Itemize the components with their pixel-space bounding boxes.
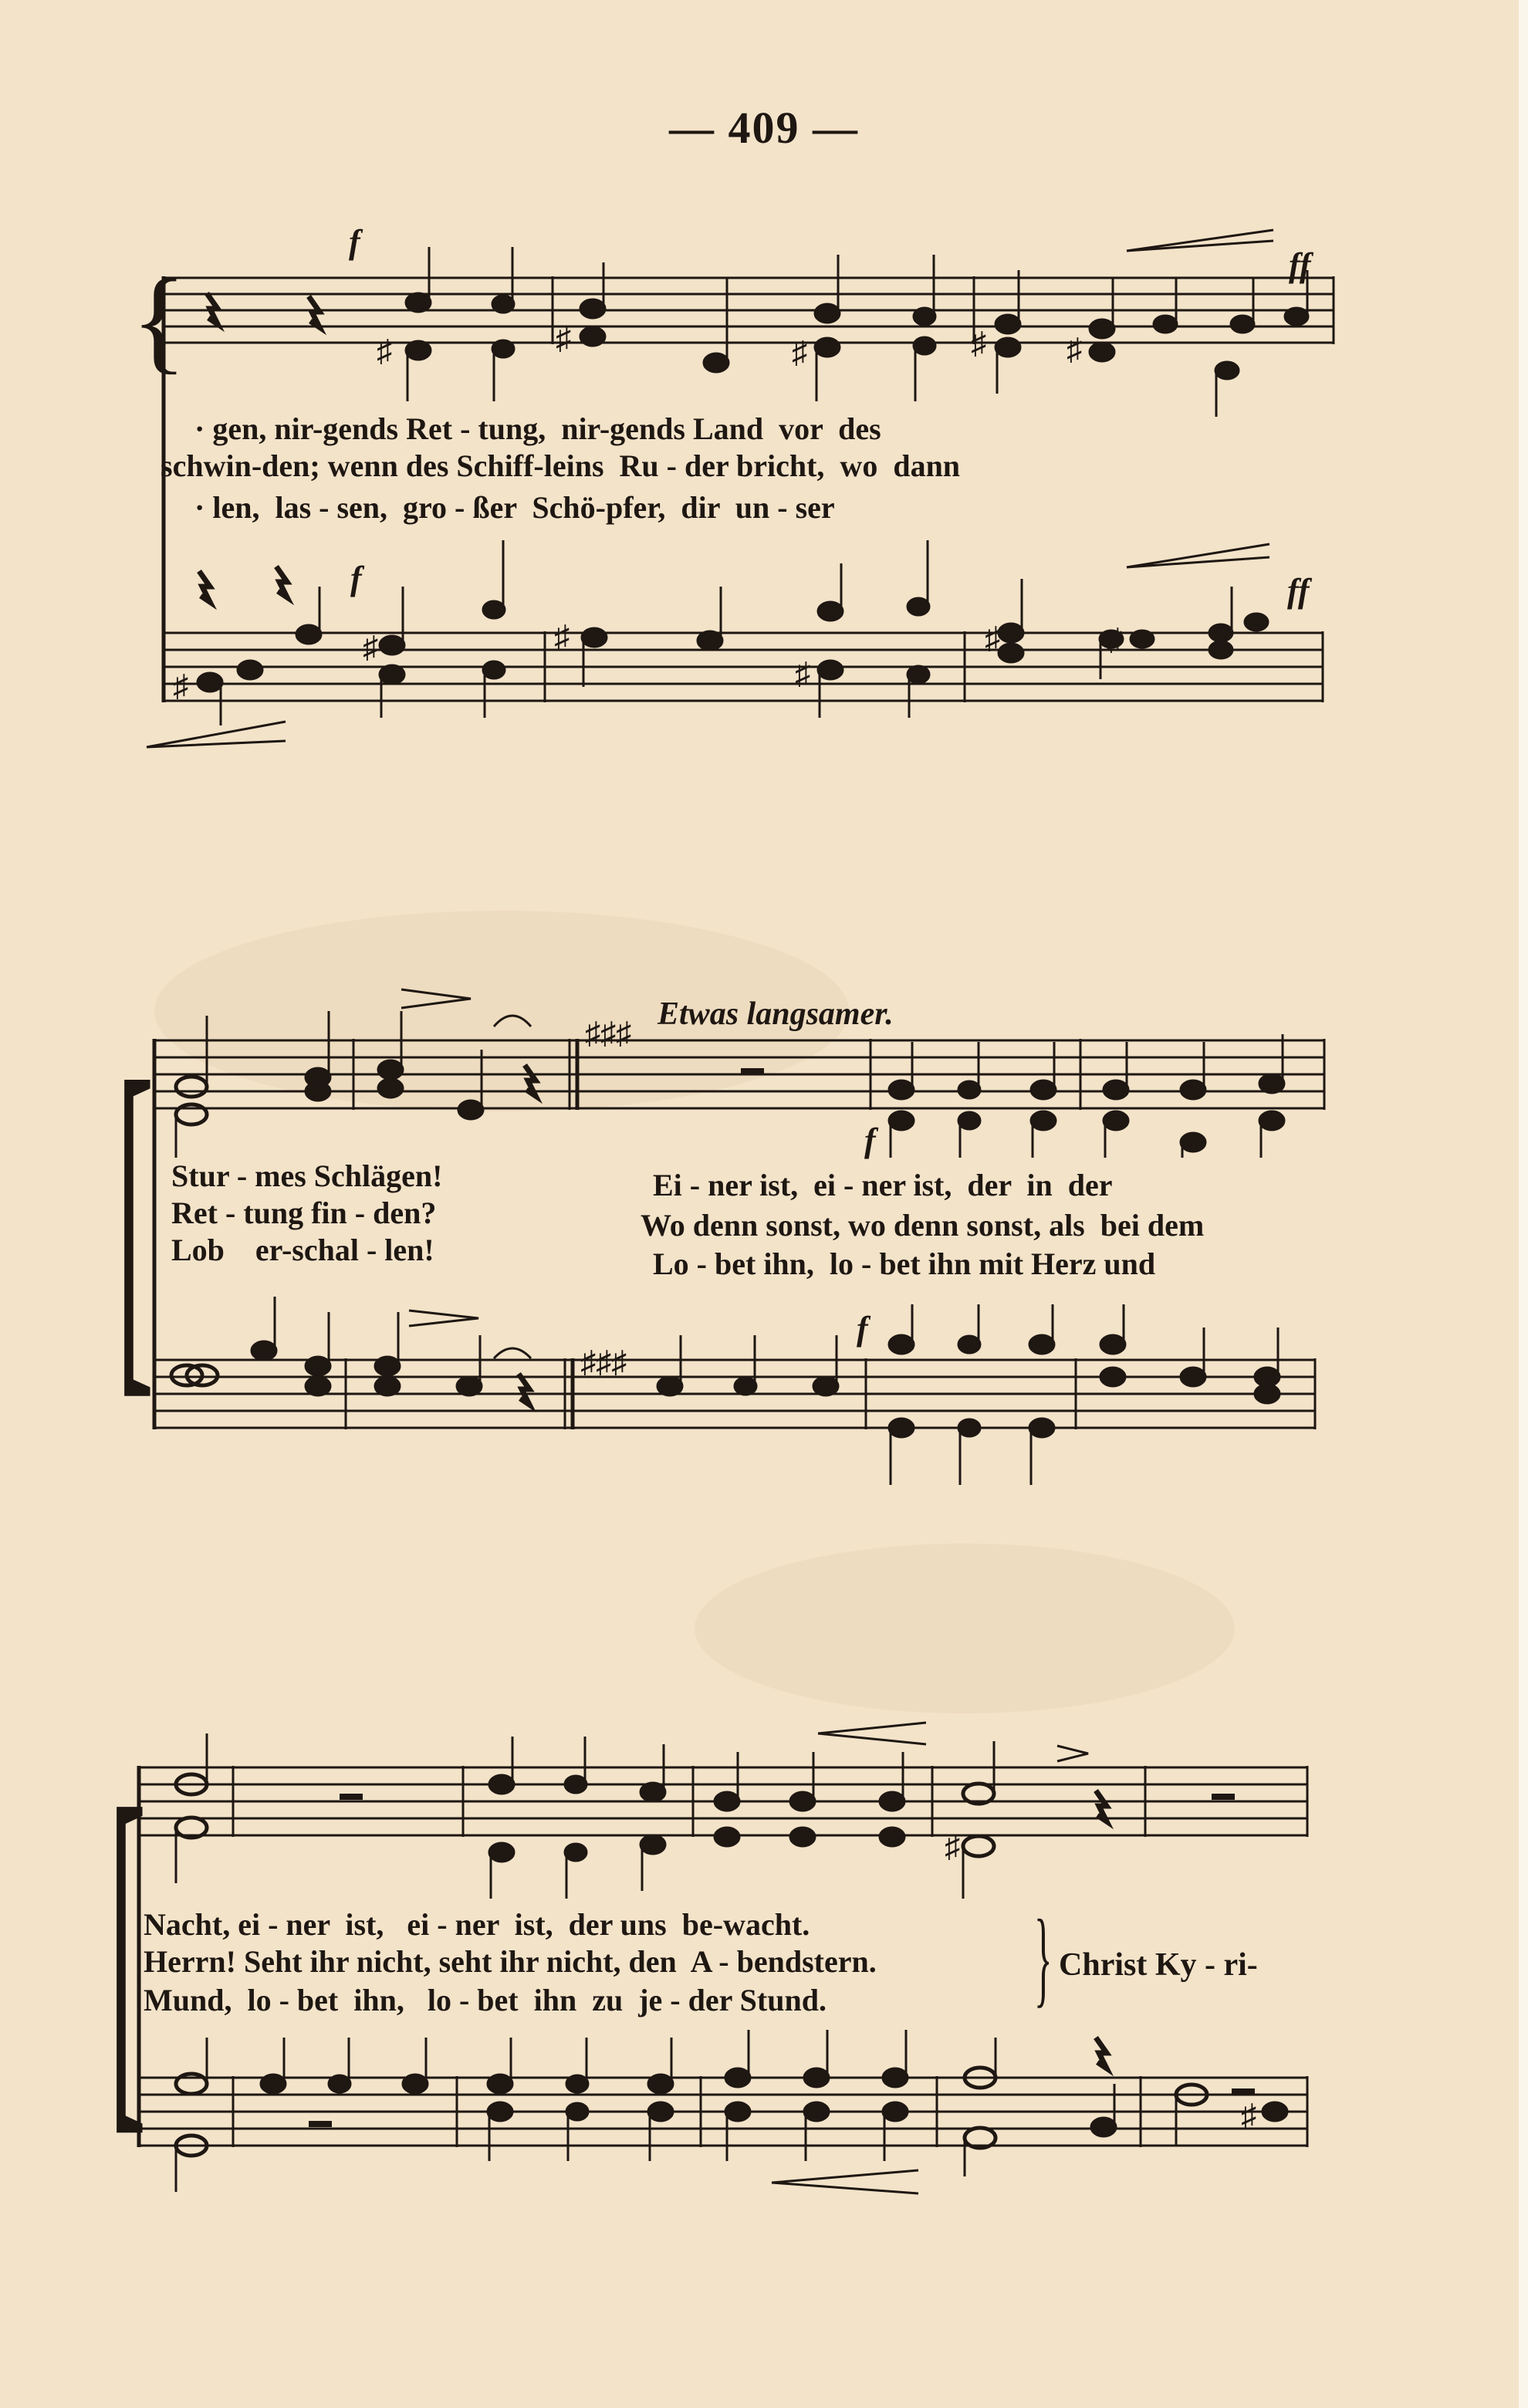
svg-text:♯: ♯ bbox=[556, 321, 571, 356]
lyric-line-2: schwin-den; wenn des Schiff-leins Ru - der bricht, wo dann bbox=[161, 448, 961, 483]
lyric-line-left-1: Stur - mes Schlägen! bbox=[171, 1158, 443, 1193]
lyric-line-right-2: Wo denn sonst, wo denn sonst, als bei dem bbox=[641, 1208, 1205, 1243]
lyric-line-1: Nacht, ei - ner ist, ei - ner ist, der uns be-wacht. bbox=[144, 1907, 810, 1942]
dynamic-marking: ff bbox=[1289, 246, 1311, 284]
svg-text:♯: ♯ bbox=[985, 621, 1000, 655]
closing-lyric: Christ Ky - ri- bbox=[1059, 1947, 1258, 1983]
lyric-line-left-3: Lob er-schal - len! bbox=[171, 1233, 434, 1267]
svg-text:♯♯♯: ♯♯♯ bbox=[580, 1344, 627, 1379]
system-bracket: [ bbox=[108, 1730, 147, 2167]
svg-text:♯♯♯: ♯♯♯ bbox=[585, 1016, 631, 1050]
svg-text:♯: ♯ bbox=[1107, 622, 1122, 657]
dynamic-marking: f bbox=[864, 1121, 876, 1159]
lyric-line-left-2: Ret - tung fin - den? bbox=[171, 1196, 437, 1230]
dynamic-marking: f bbox=[350, 560, 362, 597]
system-bracket: [ bbox=[116, 1006, 154, 1429]
dynamic-marking: f bbox=[349, 223, 360, 261]
dynamic-marking: f bbox=[857, 1310, 868, 1348]
svg-text:♯: ♯ bbox=[792, 335, 807, 370]
lyric-line-1: · gen, nir-gends Ret - tung, nir-gends Land vor des bbox=[194, 411, 881, 446]
svg-text:♯: ♯ bbox=[363, 630, 378, 665]
svg-text:♯: ♯ bbox=[1241, 2098, 1256, 2132]
svg-text:♯: ♯ bbox=[1067, 332, 1082, 367]
lyric-line-right-1: Ei - ner ist, ei - ner ist, der in der bbox=[653, 1168, 1113, 1202]
svg-text:♯: ♯ bbox=[971, 326, 986, 360]
lyric-line-3: Mund, lo - bet ihn, lo - bet ihn zu je - der Stund. bbox=[144, 1983, 827, 2017]
svg-text:♯: ♯ bbox=[173, 668, 188, 703]
page-number: — 409 — bbox=[669, 103, 859, 153]
dynamic-marking: ff bbox=[1287, 572, 1310, 610]
lyric-line-right-3: Lo - bet ihn, lo - bet ihn mit Herz und bbox=[653, 1246, 1156, 1281]
system-brace: { bbox=[131, 256, 187, 384]
tempo-marking: Etwas langsamer. bbox=[658, 996, 894, 1032]
svg-text:♯: ♯ bbox=[554, 619, 570, 654]
lyric-line-3: · len, las - sen, gro - ßer Schö-pfer, dir un - ser bbox=[194, 490, 835, 525]
lyric-brace: } bbox=[1034, 1898, 1053, 2017]
svg-text:♯: ♯ bbox=[945, 1829, 960, 1864]
svg-text:♯: ♯ bbox=[377, 333, 392, 368]
lyric-line-2: Herrn! Seht ihr nicht, seht ihr nicht, den A - bendstern. bbox=[144, 1944, 877, 1979]
svg-text:♯: ♯ bbox=[795, 656, 810, 691]
